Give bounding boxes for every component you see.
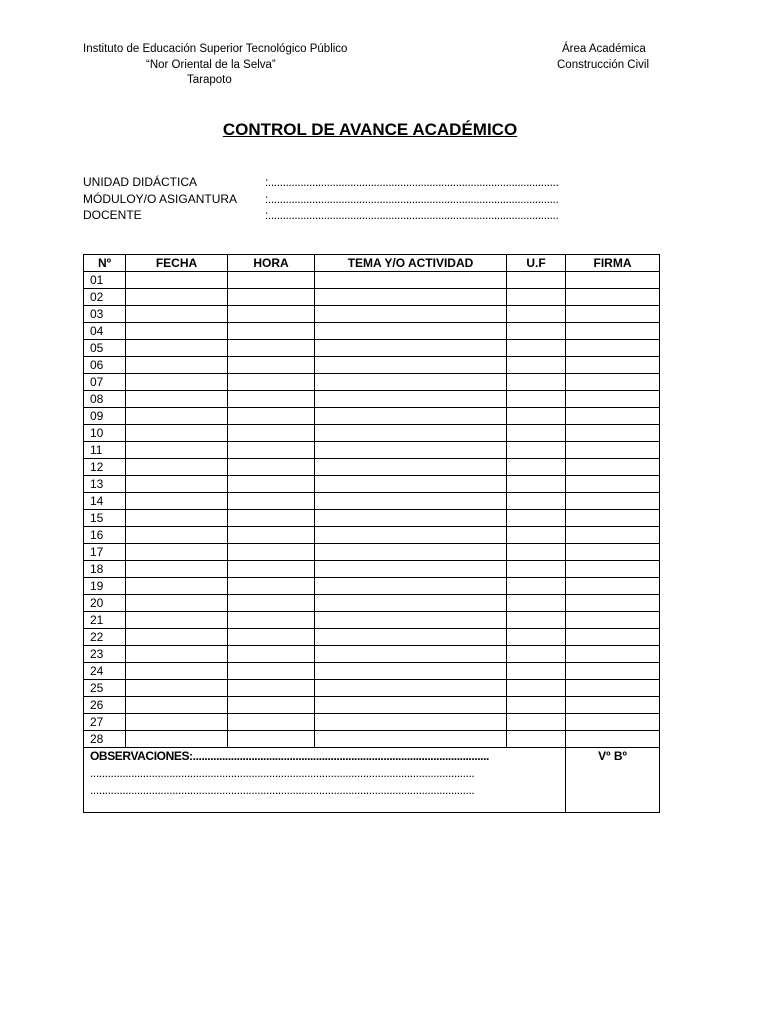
- institute-city: Tarapoto: [187, 74, 232, 86]
- date-cell[interactable]: [126, 289, 228, 306]
- date-cell[interactable]: [126, 408, 228, 425]
- date-cell[interactable]: [126, 595, 228, 612]
- signature-cell[interactable]: [566, 578, 660, 595]
- uf-cell[interactable]: [507, 680, 566, 697]
- table-header-row: [84, 255, 660, 272]
- date-cell[interactable]: [126, 459, 228, 476]
- approval-label: Vº Bº: [598, 749, 627, 763]
- signature-cell[interactable]: [566, 544, 660, 561]
- date-cell[interactable]: [126, 442, 228, 459]
- row-number: 09: [84, 408, 126, 425]
- date-cell[interactable]: [126, 340, 228, 357]
- table-row: [84, 323, 660, 340]
- row-number: 18: [84, 561, 126, 578]
- column-header-topic: TEMA Y/O ACTIVIDAD: [315, 255, 507, 272]
- signature-cell[interactable]: [566, 629, 660, 646]
- time-cell[interactable]: [228, 442, 315, 459]
- date-cell[interactable]: [126, 646, 228, 663]
- topic-cell[interactable]: [315, 697, 507, 714]
- table-row: [84, 459, 660, 476]
- date-cell[interactable]: [126, 391, 228, 408]
- uf-cell[interactable]: [507, 425, 566, 442]
- time-cell[interactable]: [228, 578, 315, 595]
- uf-cell[interactable]: [507, 612, 566, 629]
- date-cell[interactable]: [126, 374, 228, 391]
- table-row: [84, 374, 660, 391]
- topic-cell[interactable]: [315, 629, 507, 646]
- topic-cell[interactable]: [315, 459, 507, 476]
- uf-cell[interactable]: [507, 493, 566, 510]
- table-row: [84, 663, 660, 680]
- uf-cell[interactable]: [507, 731, 566, 748]
- topic-cell[interactable]: [315, 680, 507, 697]
- time-cell[interactable]: [228, 544, 315, 561]
- signature-cell[interactable]: [566, 476, 660, 493]
- uf-cell[interactable]: [507, 459, 566, 476]
- area-label: Área Académica: [562, 43, 646, 55]
- row-number: 16: [84, 527, 126, 544]
- time-cell[interactable]: [228, 646, 315, 663]
- uf-cell[interactable]: [507, 357, 566, 374]
- row-number: 12: [84, 459, 126, 476]
- table-row: [84, 340, 660, 357]
- topic-cell[interactable]: [315, 646, 507, 663]
- table-row: [84, 476, 660, 493]
- time-cell[interactable]: [228, 391, 315, 408]
- table-row: [84, 493, 660, 510]
- table-row: [84, 527, 660, 544]
- topic-cell[interactable]: [315, 663, 507, 680]
- date-cell[interactable]: [126, 663, 228, 680]
- signature-cell[interactable]: [566, 391, 660, 408]
- time-cell[interactable]: [228, 731, 315, 748]
- date-cell[interactable]: [126, 680, 228, 697]
- column-header-number: Nº: [84, 255, 126, 272]
- table-row: [84, 289, 660, 306]
- observations-field[interactable]: [84, 748, 566, 813]
- date-cell[interactable]: [126, 612, 228, 629]
- signature-cell[interactable]: [566, 340, 660, 357]
- uf-cell[interactable]: [507, 578, 566, 595]
- topic-cell[interactable]: [315, 289, 507, 306]
- time-cell[interactable]: [228, 323, 315, 340]
- table-row: [84, 408, 660, 425]
- column-header-signature: FIRMA: [566, 255, 660, 272]
- date-cell[interactable]: [126, 697, 228, 714]
- row-number: 06: [84, 357, 126, 374]
- table-row: [84, 731, 660, 748]
- signature-cell[interactable]: [566, 289, 660, 306]
- signature-cell[interactable]: [566, 595, 660, 612]
- date-cell[interactable]: [126, 323, 228, 340]
- date-cell[interactable]: [126, 272, 228, 289]
- table-row: [84, 357, 660, 374]
- time-cell[interactable]: [228, 527, 315, 544]
- institute-name: Instituto de Educación Superior Tecnológico Público: [83, 43, 348, 55]
- table-row: [84, 714, 660, 731]
- time-cell[interactable]: [228, 408, 315, 425]
- topic-cell[interactable]: [315, 391, 507, 408]
- table-row: [84, 697, 660, 714]
- date-cell[interactable]: [126, 493, 228, 510]
- table-row: [84, 629, 660, 646]
- uf-cell[interactable]: [507, 374, 566, 391]
- row-number: 26: [84, 697, 126, 714]
- field-value-unidad: :...................................................................................................: [265, 175, 559, 189]
- uf-cell[interactable]: [507, 510, 566, 527]
- date-cell[interactable]: [126, 510, 228, 527]
- table-row: [84, 646, 660, 663]
- row-number: 27: [84, 714, 126, 731]
- row-number: 04: [84, 323, 126, 340]
- uf-cell[interactable]: [507, 306, 566, 323]
- row-number: 24: [84, 663, 126, 680]
- topic-cell[interactable]: [315, 527, 507, 544]
- signature-cell[interactable]: [566, 612, 660, 629]
- field-label-unidad: UNIDAD DIDÁCTICA: [83, 175, 198, 189]
- topic-cell[interactable]: [315, 714, 507, 731]
- uf-cell[interactable]: [507, 527, 566, 544]
- uf-cell[interactable]: [507, 629, 566, 646]
- row-number: 10: [84, 425, 126, 442]
- row-number: 05: [84, 340, 126, 357]
- topic-cell[interactable]: [315, 357, 507, 374]
- approval-cell[interactable]: [566, 748, 660, 813]
- uf-cell[interactable]: [507, 289, 566, 306]
- table-row: [84, 272, 660, 289]
- field-label-docente: DOCENTE: [83, 208, 142, 222]
- signature-cell[interactable]: [566, 442, 660, 459]
- topic-cell[interactable]: [315, 595, 507, 612]
- topic-cell[interactable]: [315, 493, 507, 510]
- column-header-date: FECHA: [126, 255, 228, 272]
- date-cell[interactable]: [126, 306, 228, 323]
- uf-cell[interactable]: [507, 442, 566, 459]
- field-label-modulo: MÓDULOY/O ASIGANTURA: [83, 192, 238, 206]
- signature-cell[interactable]: [566, 646, 660, 663]
- row-number: 17: [84, 544, 126, 561]
- date-cell[interactable]: [126, 578, 228, 595]
- row-number: 23: [84, 646, 126, 663]
- time-cell[interactable]: [228, 612, 315, 629]
- table-row: [84, 578, 660, 595]
- row-number: 14: [84, 493, 126, 510]
- time-cell[interactable]: [228, 459, 315, 476]
- time-cell[interactable]: [228, 595, 315, 612]
- date-cell[interactable]: [126, 357, 228, 374]
- table-row: [84, 425, 660, 442]
- topic-cell[interactable]: [315, 476, 507, 493]
- uf-cell[interactable]: [507, 323, 566, 340]
- signature-cell[interactable]: [566, 323, 660, 340]
- observations-line: ...................................................................................................................................: [90, 783, 475, 797]
- uf-cell[interactable]: [507, 391, 566, 408]
- row-number: 28: [84, 731, 126, 748]
- time-cell[interactable]: [228, 663, 315, 680]
- signature-cell[interactable]: [566, 272, 660, 289]
- time-cell[interactable]: [228, 561, 315, 578]
- topic-cell[interactable]: [315, 425, 507, 442]
- uf-cell[interactable]: [507, 561, 566, 578]
- row-number: 02: [84, 289, 126, 306]
- signature-cell[interactable]: [566, 408, 660, 425]
- signature-cell[interactable]: [566, 306, 660, 323]
- row-number: 08: [84, 391, 126, 408]
- time-cell[interactable]: [228, 272, 315, 289]
- topic-cell[interactable]: [315, 510, 507, 527]
- table-row: [84, 612, 660, 629]
- row-number: 15: [84, 510, 126, 527]
- time-cell[interactable]: [228, 629, 315, 646]
- time-cell[interactable]: [228, 697, 315, 714]
- topic-cell[interactable]: [315, 578, 507, 595]
- uf-cell[interactable]: [507, 544, 566, 561]
- field-value-docente: :...................................................................................................: [265, 208, 559, 222]
- page-title: CONTROL DE AVANCE ACADÉMICO: [222, 120, 518, 139]
- observations-label: OBSERVACIONES:.....................................................................................................: [90, 749, 489, 763]
- date-cell[interactable]: [126, 527, 228, 544]
- time-cell[interactable]: [228, 425, 315, 442]
- signature-cell[interactable]: [566, 425, 660, 442]
- table-row: [84, 306, 660, 323]
- table-row: [84, 595, 660, 612]
- date-cell[interactable]: [126, 476, 228, 493]
- topic-cell[interactable]: [315, 323, 507, 340]
- topic-cell[interactable]: [315, 340, 507, 357]
- topic-cell[interactable]: [315, 442, 507, 459]
- progress-table: [83, 254, 660, 813]
- signature-cell[interactable]: [566, 561, 660, 578]
- time-cell[interactable]: [228, 306, 315, 323]
- time-cell[interactable]: [228, 357, 315, 374]
- time-cell[interactable]: [228, 340, 315, 357]
- signature-cell[interactable]: [566, 680, 660, 697]
- signature-cell[interactable]: [566, 459, 660, 476]
- uf-cell[interactable]: [507, 272, 566, 289]
- date-cell[interactable]: [126, 714, 228, 731]
- time-cell[interactable]: [228, 714, 315, 731]
- date-cell[interactable]: [126, 629, 228, 646]
- signature-cell[interactable]: [566, 493, 660, 510]
- observations-line: ...................................................................................................................................: [90, 766, 475, 780]
- topic-cell[interactable]: [315, 408, 507, 425]
- date-cell[interactable]: [126, 544, 228, 561]
- time-cell[interactable]: [228, 476, 315, 493]
- time-cell[interactable]: [228, 289, 315, 306]
- table-row: [84, 510, 660, 527]
- signature-cell[interactable]: [566, 731, 660, 748]
- time-cell[interactable]: [228, 680, 315, 697]
- row-number: 21: [84, 612, 126, 629]
- time-cell[interactable]: [228, 374, 315, 391]
- column-header-uf: U.F: [507, 255, 566, 272]
- topic-cell[interactable]: [315, 272, 507, 289]
- row-number: 20: [84, 595, 126, 612]
- field-value-modulo: :...................................................................................................: [265, 192, 559, 206]
- row-number: 03: [84, 306, 126, 323]
- uf-cell[interactable]: [507, 408, 566, 425]
- topic-cell[interactable]: [315, 612, 507, 629]
- table-row: [84, 561, 660, 578]
- table-row: [84, 680, 660, 697]
- uf-cell[interactable]: [507, 476, 566, 493]
- topic-cell[interactable]: [315, 731, 507, 748]
- signature-cell[interactable]: [566, 714, 660, 731]
- signature-cell[interactable]: [566, 663, 660, 680]
- date-cell[interactable]: [126, 425, 228, 442]
- signature-cell[interactable]: [566, 527, 660, 544]
- row-number: 19: [84, 578, 126, 595]
- topic-cell[interactable]: [315, 306, 507, 323]
- observations-row: [84, 748, 660, 813]
- table-row: [84, 442, 660, 459]
- column-header-time: HORA: [228, 255, 315, 272]
- row-number: 25: [84, 680, 126, 697]
- row-number: 07: [84, 374, 126, 391]
- institute-subtitle: “Nor Oriental de la Selva”: [146, 59, 276, 71]
- table-row: [84, 391, 660, 408]
- topic-cell[interactable]: [315, 544, 507, 561]
- uf-cell[interactable]: [507, 663, 566, 680]
- time-cell[interactable]: [228, 510, 315, 527]
- signature-cell[interactable]: [566, 510, 660, 527]
- row-number: 13: [84, 476, 126, 493]
- uf-cell[interactable]: [507, 697, 566, 714]
- table-row: [84, 544, 660, 561]
- signature-cell[interactable]: [566, 357, 660, 374]
- time-cell[interactable]: [228, 493, 315, 510]
- topic-cell[interactable]: [315, 374, 507, 391]
- uf-cell[interactable]: [507, 340, 566, 357]
- department-label: Construcción Civil: [557, 59, 650, 71]
- date-cell[interactable]: [126, 731, 228, 748]
- uf-cell[interactable]: [507, 646, 566, 663]
- row-number: 22: [84, 629, 126, 646]
- row-number: 11: [84, 442, 126, 459]
- signature-cell[interactable]: [566, 374, 660, 391]
- row-number: 01: [84, 272, 126, 289]
- topic-cell[interactable]: [315, 561, 507, 578]
- date-cell[interactable]: [126, 561, 228, 578]
- uf-cell[interactable]: [507, 714, 566, 731]
- signature-cell[interactable]: [566, 697, 660, 714]
- uf-cell[interactable]: [507, 595, 566, 612]
